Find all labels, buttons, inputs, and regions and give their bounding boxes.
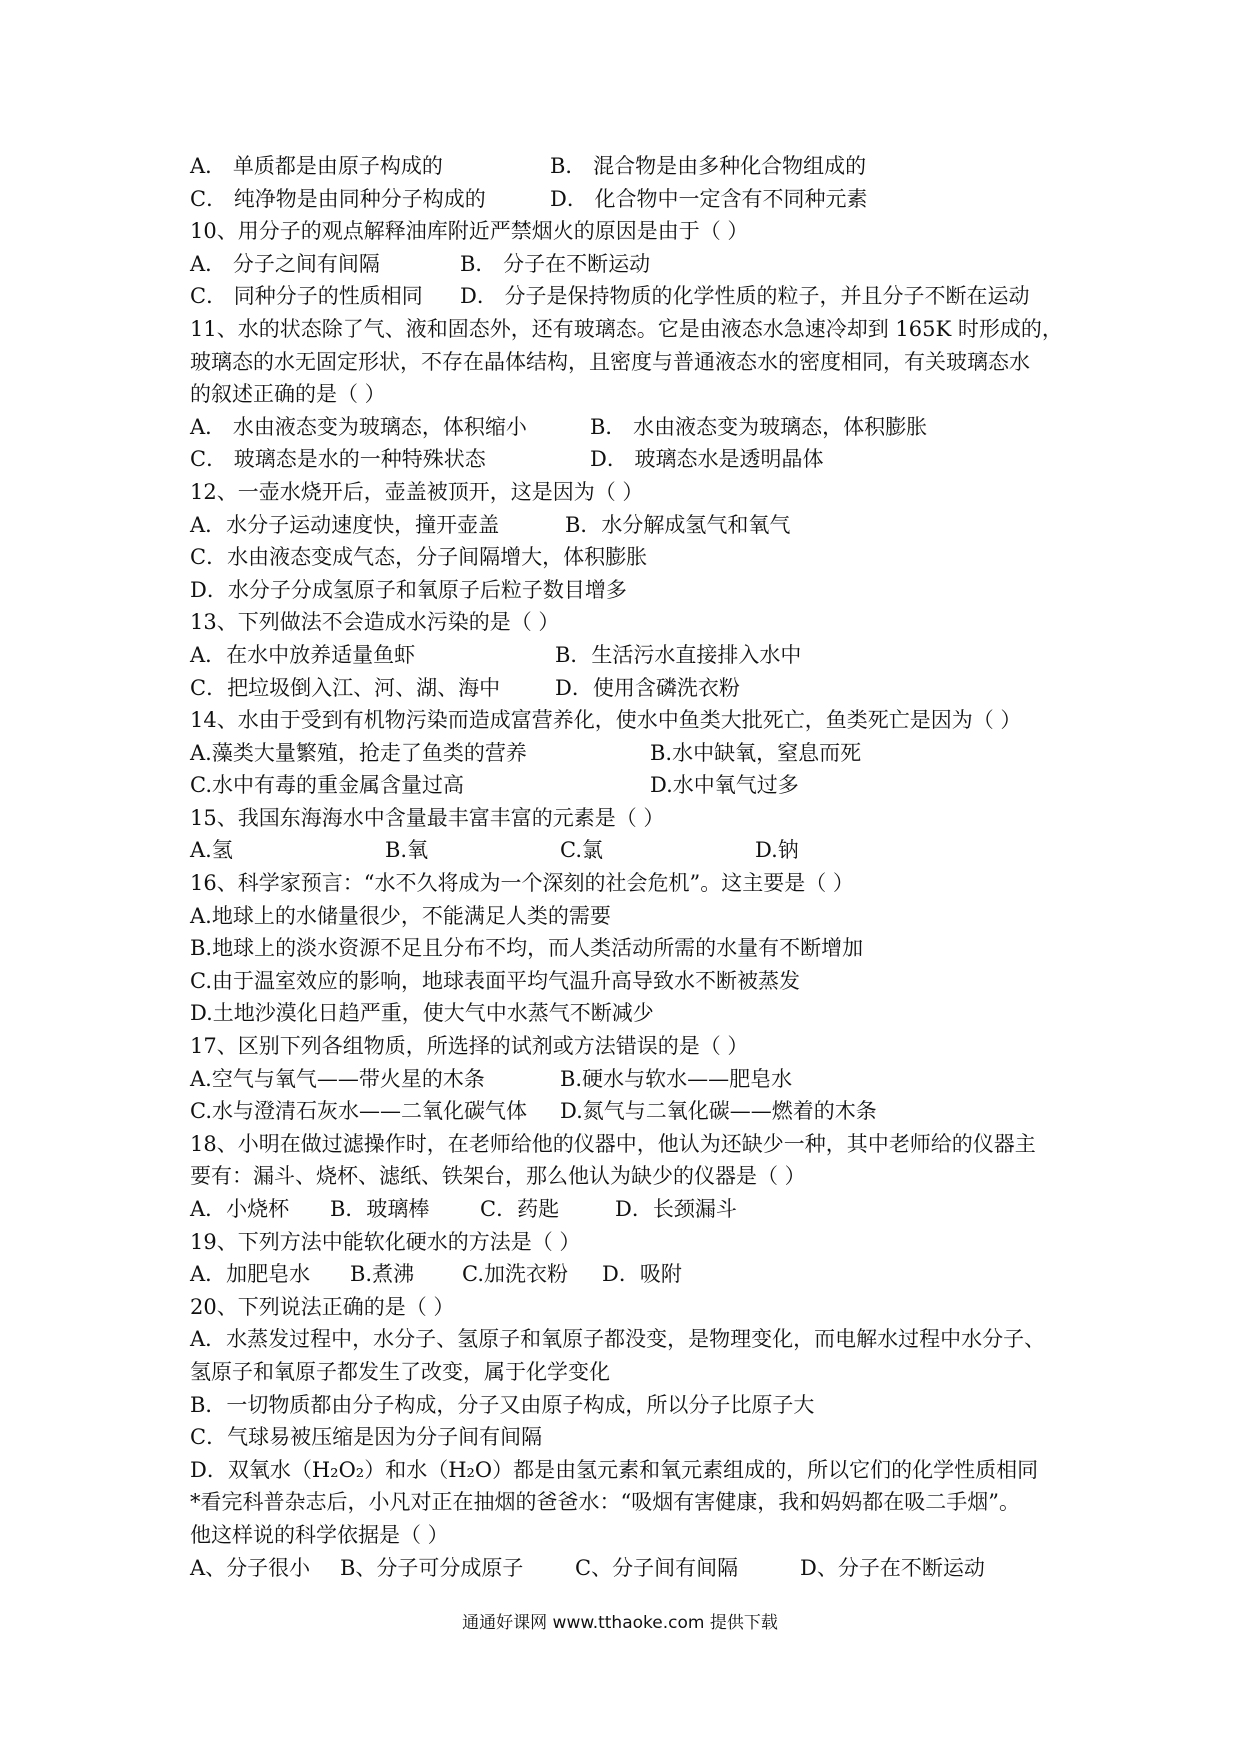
text-line: [190, 997, 1070, 1030]
text-segment: B． 分子在不断运动: [460, 251, 651, 276]
text-line: [190, 1323, 1070, 1356]
text-line: [190, 932, 1070, 965]
text-segment: D.水中氧气过多: [650, 773, 799, 798]
text-line: [190, 1356, 1070, 1389]
text-line: [190, 443, 1070, 476]
text-line: [190, 150, 1070, 183]
text-segment: C． 纯净物是由同种分子构成的: [190, 186, 486, 211]
text-segment: 的叙述正确的是（ ）: [190, 382, 386, 407]
text-line: [190, 1160, 1070, 1193]
text-segment: 11、水的状态除了气、液和固态外，还有玻璃态。它是由液态水急速冷却到 165K 时形成的，: [190, 316, 1063, 341]
text-segment: A．水蒸发过程中，水分子、氢原子和氧原子都没变，是物理变化，而电解水过程中水分子、: [190, 1327, 1046, 1352]
text-line: [190, 1486, 1070, 1519]
page-footer: 通通好课网 www.tthaoke.com 提供下载: [462, 1613, 778, 1633]
text-segment: A． 单质都是由原子构成的: [190, 154, 443, 178]
text-segment: 19、下列方法中能软化硬水的方法是（ ）: [190, 1229, 581, 1254]
text-line: [190, 672, 1070, 705]
text-line: [190, 900, 1070, 933]
text-segment: C．药匙: [480, 1197, 560, 1221]
text-segment: B.地球上的淡水资源不足且分布不均，而人类活动所需的水量有不断增加: [190, 936, 864, 961]
text-segment: D.土地沙漠化日趋严重，使大气中水蒸气不断减少: [190, 1001, 654, 1026]
text-segment: B.氧: [385, 838, 429, 863]
text-line: [190, 704, 1070, 737]
text-segment: C.加洗衣粉: [462, 1262, 568, 1287]
text-line: [190, 280, 1070, 313]
text-line: [190, 1519, 1070, 1552]
text-segment: 玻璃态的水无固定形状，不存在晶体结构，且密度与普通液态水的密度相同，有关玻璃态水: [190, 349, 1030, 374]
text-segment: 13、下列做法不会造成水污染的是（ ）: [190, 610, 560, 635]
text-segment: B． 混合物是由多种化合物组成的: [550, 154, 867, 178]
text-segment: *看完科普杂志后，小凡对正在抽烟的爸爸水：“吸烟有害健康，我和妈妈都在吸二手烟”。: [190, 1490, 1020, 1515]
text-line: [190, 313, 1070, 346]
text-segment: A.藻类大量繁殖，抢走了鱼类的营养: [190, 740, 527, 765]
text-line: [190, 183, 1070, 216]
text-segment: 17、区别下列各组物质，所选择的试剂或方法错误的是（ ）: [190, 1034, 749, 1059]
text-line: [190, 378, 1070, 411]
text-line: [190, 1063, 1070, 1096]
text-line: [190, 248, 1070, 281]
text-line: [190, 737, 1070, 770]
text-line: [190, 802, 1070, 835]
text-line: [190, 574, 1070, 607]
text-segment: A.氢: [190, 838, 233, 863]
text-segment: 10、用分子的观点解释油库附近严禁烟火的原因是由于（ ）: [190, 219, 749, 244]
text-segment: D． 玻璃态水是透明晶体: [590, 447, 824, 472]
text-segment: A． 分子之间有间隔: [190, 251, 380, 276]
text-line: [190, 1095, 1070, 1128]
text-segment: 氢原子和氧原子都发生了改变，属于化学变化: [190, 1359, 610, 1384]
text-line: [190, 1226, 1070, 1259]
text-segment: 要有：漏斗、烧杯、滤纸、铁架台，那么他认为缺少的仪器是（ ）: [190, 1164, 806, 1189]
text-segment: D． 分子是保持物质的化学性质的粒子，并且分子不断在运动: [460, 284, 1030, 309]
text-segment: A．水分子运动速度快，撞开壶盖: [190, 512, 500, 537]
text-segment: A．小烧杯: [190, 1197, 290, 1221]
text-segment: C.由于温室效应的影响，地球表面平均气温升高导致水不断被蒸发: [190, 968, 800, 993]
text-line: [190, 215, 1070, 248]
text-segment: C．水由液态变成气态，分子间隔增大，体积膨胀: [190, 545, 648, 570]
text-line: [190, 541, 1070, 574]
text-line: [190, 867, 1070, 900]
text-segment: B.水中缺氧，窒息而死: [650, 740, 862, 765]
text-segment: 12、一壶水烧开后，壶盖被顶开，这是因为（ ）: [190, 479, 644, 504]
text-line: [190, 476, 1070, 509]
text-segment: D．使用含磷洗衣粉: [555, 675, 740, 700]
text-segment: B.煮沸: [350, 1262, 415, 1287]
text-segment: D．双氧水（H₂O₂）和水（H₂O）都是由氢元素和氧元素组成的，所以它们的化学性质相同: [190, 1457, 1039, 1482]
text-segment: B．玻璃棒: [330, 1197, 430, 1221]
text-segment: B.硬水与软水——肥皂水: [560, 1066, 793, 1091]
text-segment: 14、水由于受到有机物污染而造成富营养化，使水中鱼类大批死亡，鱼类死亡是因为（ ）: [190, 708, 1022, 733]
text-segment: C.水与澄清石灰水——二氧化碳气体: [190, 1099, 527, 1124]
text-segment: A．加肥皂水: [190, 1262, 311, 1287]
text-segment: C.氯: [560, 838, 603, 863]
text-line: [190, 1552, 1070, 1585]
text-line: [190, 769, 1070, 802]
text-segment: C． 玻璃态是水的一种特殊状态: [190, 447, 486, 472]
text-line: [190, 1193, 1070, 1226]
text-segment: D．水分子分成氢原子和氧原子后粒子数目增多: [190, 577, 627, 602]
text-segment: B． 水由液态变为玻璃态，体积膨胀: [590, 414, 928, 439]
text-segment: D.钠: [755, 838, 799, 863]
text-segment: C.水中有毒的重金属含量过高: [190, 773, 464, 798]
text-segment: A.空气与氧气——带火星的木条: [190, 1066, 485, 1091]
text-line: [190, 411, 1070, 444]
text-segment: C． 同种分子的性质相同: [190, 284, 423, 309]
text-line: [190, 639, 1070, 672]
text-segment: 16、科学家预言：“水不久将成为一个深刻的社会危机”。这主要是（ ）: [190, 871, 854, 896]
question-list: [190, 150, 1070, 1584]
text-line: [190, 1421, 1070, 1454]
text-segment: 15、我国东海海水中含量最丰富丰富的元素是（ ）: [190, 805, 665, 830]
text-segment: D．吸附: [602, 1262, 682, 1287]
text-segment: B．水分解成氢气和氧气: [565, 512, 791, 537]
text-line: [190, 346, 1070, 379]
text-segment: C．气球易被压缩是因为分子间有间隔: [190, 1425, 543, 1450]
text-segment: B、分子可分成原子: [340, 1555, 524, 1580]
text-segment: D． 化合物中一定含有不同种元素: [550, 186, 868, 211]
text-line: [190, 606, 1070, 639]
text-segment: B．一切物质都由分子构成，分子又由原子构成，所以分子比原子大: [190, 1392, 815, 1417]
text-segment: D.氮气与二氧化碳——燃着的木条: [560, 1099, 877, 1124]
text-segment: 20、下列说法正确的是（ ）: [190, 1294, 455, 1319]
text-segment: 18、小明在做过滤操作时，在老师给他的仪器中，他认为还缺少一种，其中老师给的仪器主: [190, 1131, 1036, 1156]
text-segment: A． 水由液态变为玻璃态，体积缩小: [190, 414, 527, 439]
text-segment: 他这样说的科学依据是（ ）: [190, 1522, 449, 1547]
text-segment: D．长颈漏斗: [615, 1197, 737, 1221]
text-segment: A．在水中放养适量鱼虾: [190, 642, 416, 667]
text-line: [190, 509, 1070, 542]
text-line: [190, 1258, 1070, 1291]
text-line: [190, 1291, 1070, 1324]
text-line: [190, 1030, 1070, 1063]
text-line: [190, 834, 1070, 867]
text-segment: C、分子间有间隔: [575, 1555, 739, 1580]
text-segment: C．把垃圾倒入江、河、湖、海中: [190, 675, 501, 700]
text-segment: D、分子在不断运动: [800, 1555, 985, 1580]
text-line: [190, 1454, 1070, 1487]
text-line: [190, 1128, 1070, 1161]
text-line: [190, 1389, 1070, 1422]
text-segment: B．生活污水直接排入水中: [555, 642, 802, 667]
text-line: [190, 965, 1070, 998]
text-segment: A.地球上的水储量很少，不能满足人类的需要: [190, 903, 611, 928]
text-segment: A、分子很小: [190, 1555, 311, 1580]
